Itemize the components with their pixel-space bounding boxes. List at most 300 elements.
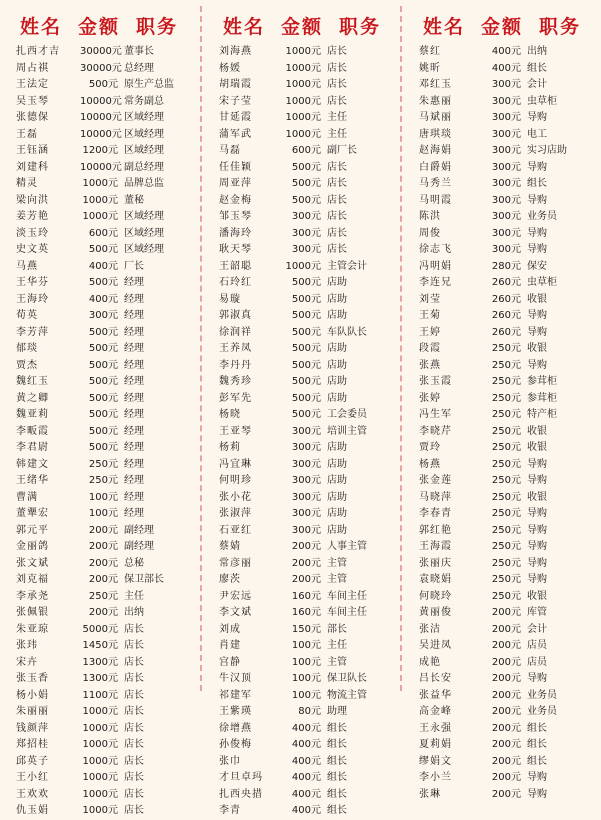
cell-name: 王永强 bbox=[419, 722, 452, 734]
cell-position: 常务副总 bbox=[124, 95, 164, 107]
cell-position: 组长 bbox=[527, 62, 547, 74]
list-row bbox=[0, 688, 198, 705]
cell-position: 收银 bbox=[527, 425, 547, 437]
cell-name: 张燕 bbox=[419, 359, 441, 371]
cell-name: 仇玉娟 bbox=[16, 805, 49, 816]
list-row bbox=[0, 539, 198, 556]
cell-amount: 300元 bbox=[491, 95, 521, 107]
cell-amount: 500元 bbox=[88, 425, 118, 437]
cell-amount: 500元 bbox=[88, 409, 118, 420]
cell-amount: 1000元 bbox=[82, 211, 118, 222]
cell-amount: 1300元 bbox=[82, 673, 118, 684]
list-row bbox=[203, 737, 398, 754]
cell-position: 业务员 bbox=[527, 706, 557, 717]
cell-name: 马磊 bbox=[219, 145, 241, 156]
cell-name: 王小红 bbox=[16, 772, 49, 783]
cell-amount: 200元 bbox=[88, 541, 118, 552]
cell-position: 经理 bbox=[124, 508, 144, 519]
cell-amount: 300元 bbox=[291, 524, 321, 536]
list-row bbox=[0, 770, 198, 787]
cell-position: 组长 bbox=[327, 788, 347, 800]
cell-position: 经理 bbox=[124, 442, 144, 453]
list-row bbox=[0, 77, 198, 94]
cell-position: 店助 bbox=[327, 392, 347, 404]
list-row bbox=[203, 259, 398, 276]
list-row bbox=[0, 556, 198, 573]
cell-name: 刘海燕 bbox=[219, 46, 252, 57]
cell-amount: 160元 bbox=[291, 607, 321, 618]
cell-position: 店员 bbox=[527, 656, 547, 668]
cell-position: 收银 bbox=[527, 293, 547, 305]
cell-position: 导购 bbox=[527, 574, 547, 585]
list-row bbox=[0, 127, 198, 144]
cell-name: 李君尉 bbox=[16, 442, 49, 453]
list-row bbox=[0, 622, 198, 639]
cell-name: 冯明娟 bbox=[419, 260, 452, 272]
cell-name: 宫静 bbox=[219, 656, 241, 668]
cell-amount: 100元 bbox=[88, 508, 118, 519]
cell-name: 廖茨 bbox=[219, 574, 241, 585]
cell-amount: 400元 bbox=[291, 739, 321, 750]
list-row bbox=[403, 457, 600, 474]
cell-name: 扎西央措 bbox=[219, 788, 263, 800]
cell-position: 导购 bbox=[527, 112, 547, 123]
cell-amount: 100元 bbox=[88, 491, 118, 503]
cell-name: 张琳 bbox=[419, 788, 441, 800]
cell-amount: 300元 bbox=[291, 211, 321, 222]
cell-name: 王养凤 bbox=[219, 343, 252, 354]
cell-name: 袁晓娟 bbox=[419, 574, 452, 585]
cell-amount: 300元 bbox=[291, 442, 321, 453]
cell-position: 店长 bbox=[124, 689, 144, 701]
cell-name: 史文英 bbox=[16, 244, 49, 255]
cell-name: 王紫瑛 bbox=[219, 706, 252, 717]
cell-name: 金丽鸽 bbox=[16, 541, 49, 552]
cell-amount: 400元 bbox=[491, 46, 521, 57]
cell-position: 总经理 bbox=[124, 62, 154, 74]
list-row bbox=[403, 655, 600, 672]
cell-name: 蔡婧 bbox=[219, 541, 241, 552]
header-name: 姓名 bbox=[423, 16, 466, 38]
cell-name: 王钰涵 bbox=[16, 145, 49, 156]
cell-name: 钱颜萍 bbox=[16, 722, 49, 734]
cell-position: 经理 bbox=[124, 458, 144, 470]
list-row bbox=[0, 572, 198, 589]
list-row bbox=[403, 77, 600, 94]
cell-name: 杨燕 bbox=[419, 458, 441, 470]
cell-name: 邱英子 bbox=[16, 755, 49, 767]
list-column bbox=[0, 0, 198, 816]
cell-position: 导购 bbox=[527, 161, 547, 173]
list-row bbox=[403, 242, 600, 259]
cell-name: 才旦卓玛 bbox=[219, 772, 263, 783]
cell-name: 刘成 bbox=[219, 623, 241, 635]
list-row bbox=[0, 704, 198, 721]
cell-name: 徐润祥 bbox=[219, 326, 252, 338]
cell-amount: 400元 bbox=[291, 805, 321, 816]
cell-position: 店长 bbox=[124, 739, 144, 750]
list-row bbox=[403, 407, 600, 424]
cell-position: 收银 bbox=[527, 442, 547, 453]
cell-amount: 260元 bbox=[491, 310, 521, 321]
cell-position: 保卫部长 bbox=[124, 574, 164, 585]
list-row bbox=[0, 655, 198, 672]
cell-amount: 200元 bbox=[491, 656, 521, 668]
cell-amount: 400元 bbox=[291, 722, 321, 734]
cell-amount: 250元 bbox=[491, 376, 521, 387]
cell-amount: 500元 bbox=[88, 442, 118, 453]
cell-name: 缪娟文 bbox=[419, 755, 452, 767]
cell-name: 常彦丽 bbox=[219, 557, 252, 569]
cell-position: 董秘 bbox=[124, 194, 144, 206]
cell-amount: 80元 bbox=[298, 706, 321, 717]
cell-name: 杨媛 bbox=[219, 62, 241, 74]
list-row bbox=[403, 209, 600, 226]
cell-amount: 200元 bbox=[491, 772, 521, 783]
cell-position: 库管 bbox=[527, 607, 547, 618]
cell-name: 成艳 bbox=[419, 656, 441, 668]
list-row bbox=[0, 110, 198, 127]
cell-name: 王海霞 bbox=[419, 541, 452, 552]
list-row bbox=[403, 605, 600, 622]
cell-amount: 400元 bbox=[88, 260, 118, 272]
list-row bbox=[203, 341, 398, 358]
cell-amount: 500元 bbox=[291, 326, 321, 338]
cell-position: 区域经理 bbox=[124, 244, 164, 255]
cell-position: 导购 bbox=[527, 326, 547, 338]
cell-amount: 500元 bbox=[88, 79, 118, 90]
list-row bbox=[403, 275, 600, 292]
cell-position: 经理 bbox=[124, 277, 144, 288]
header-position: 职务 bbox=[339, 16, 382, 38]
cell-name: 张金莲 bbox=[419, 475, 452, 486]
cell-position: 经理 bbox=[124, 409, 144, 420]
cell-name: 祁建军 bbox=[219, 689, 252, 701]
list-column bbox=[403, 0, 600, 800]
cell-position: 副厂长 bbox=[327, 145, 357, 156]
cell-name: 朱惠丽 bbox=[419, 95, 452, 107]
cell-amount: 250元 bbox=[491, 541, 521, 552]
cell-name: 甘延霞 bbox=[219, 112, 252, 123]
cell-name: 刘莹 bbox=[419, 293, 441, 305]
list-row bbox=[403, 176, 600, 193]
cell-position: 店长 bbox=[327, 95, 347, 107]
cell-position: 组长 bbox=[327, 805, 347, 816]
cell-amount: 400元 bbox=[291, 788, 321, 800]
list-row bbox=[203, 160, 398, 177]
cell-amount: 250元 bbox=[88, 590, 118, 602]
cell-name: 黄之卿 bbox=[16, 392, 49, 404]
list-row bbox=[0, 721, 198, 738]
list-row bbox=[0, 259, 198, 276]
list-row bbox=[0, 605, 198, 622]
cell-position: 特产柜 bbox=[527, 409, 557, 420]
cell-position: 店助 bbox=[327, 277, 347, 288]
rows bbox=[203, 44, 398, 820]
cell-position: 店长 bbox=[327, 46, 347, 57]
cell-name: 张玉霞 bbox=[419, 376, 452, 387]
cell-amount: 200元 bbox=[491, 607, 521, 618]
list-row bbox=[0, 490, 198, 507]
cell-amount: 1100元 bbox=[82, 689, 118, 701]
cell-position: 主管 bbox=[327, 656, 347, 668]
cell-position: 导购 bbox=[527, 772, 547, 783]
cell-amount: 300元 bbox=[491, 178, 521, 189]
cell-name: 王韶聪 bbox=[219, 260, 252, 272]
cell-amount: 250元 bbox=[88, 475, 118, 486]
cell-position: 店助 bbox=[327, 442, 347, 453]
cell-position: 主任 bbox=[327, 112, 347, 123]
cell-name: 张淑萍 bbox=[219, 508, 252, 519]
cell-name: 王绪华 bbox=[16, 475, 49, 486]
list-row bbox=[203, 292, 398, 309]
cell-amount: 100元 bbox=[291, 656, 321, 668]
cell-amount: 500元 bbox=[88, 277, 118, 288]
cell-amount: 500元 bbox=[291, 293, 321, 305]
list-row bbox=[203, 556, 398, 573]
list-row bbox=[203, 506, 398, 523]
cell-amount: 200元 bbox=[491, 689, 521, 701]
cell-name: 刘建科 bbox=[16, 161, 49, 173]
list-row bbox=[0, 391, 198, 408]
cell-amount: 250元 bbox=[491, 409, 521, 420]
list-row bbox=[0, 754, 198, 771]
cell-position: 店助 bbox=[327, 359, 347, 371]
list-row bbox=[203, 803, 398, 820]
list-row bbox=[0, 523, 198, 540]
cell-amount: 200元 bbox=[491, 640, 521, 651]
cell-name: 郁琰 bbox=[16, 343, 38, 354]
cell-name: 朱丽丽 bbox=[16, 706, 49, 717]
list-row bbox=[403, 787, 600, 804]
list-row bbox=[203, 539, 398, 556]
header-amount: 金额 bbox=[281, 16, 324, 38]
cell-amount: 1000元 bbox=[285, 46, 321, 57]
cell-amount: 500元 bbox=[88, 376, 118, 387]
cell-amount: 30000元 bbox=[80, 46, 122, 57]
cell-position: 店长 bbox=[124, 805, 144, 816]
column-header bbox=[403, 8, 600, 38]
cell-name: 宋卉 bbox=[16, 656, 38, 668]
cell-amount: 1000元 bbox=[82, 178, 118, 189]
cell-amount: 300元 bbox=[491, 161, 521, 173]
list-row bbox=[403, 358, 600, 375]
cell-position: 部长 bbox=[327, 623, 347, 635]
list-row bbox=[203, 457, 398, 474]
cell-amount: 200元 bbox=[88, 557, 118, 569]
cell-name: 牛汉顶 bbox=[219, 673, 252, 684]
cell-position: 总秘 bbox=[124, 557, 144, 569]
cell-position: 工会委员 bbox=[327, 409, 367, 420]
cell-name: 郭元平 bbox=[16, 524, 49, 536]
cell-name: 冯宜琳 bbox=[219, 458, 252, 470]
cell-name: 姚昕 bbox=[419, 62, 441, 74]
header-amount: 金额 bbox=[78, 16, 121, 38]
cell-name: 张德保 bbox=[16, 112, 49, 123]
cell-name: 李畈霞 bbox=[16, 425, 49, 437]
header-name: 姓名 bbox=[223, 16, 266, 38]
cell-position: 业务员 bbox=[527, 689, 557, 701]
cell-position: 副总经理 bbox=[124, 161, 164, 173]
cell-name: 精灵 bbox=[16, 178, 38, 189]
list-row bbox=[403, 308, 600, 325]
cell-name: 杨莉 bbox=[219, 442, 241, 453]
cell-position: 店长 bbox=[327, 161, 347, 173]
cell-position: 车间主任 bbox=[327, 607, 367, 618]
cell-name: 梁向洪 bbox=[16, 194, 49, 206]
list-row bbox=[203, 44, 398, 61]
cell-name: 马秀兰 bbox=[419, 178, 452, 189]
cell-position: 经理 bbox=[124, 326, 144, 338]
list-row bbox=[403, 721, 600, 738]
cell-amount: 100元 bbox=[291, 689, 321, 701]
cell-name: 李连兄 bbox=[419, 277, 452, 288]
cell-amount: 500元 bbox=[88, 244, 118, 255]
cell-position: 组长 bbox=[527, 739, 547, 750]
cell-amount: 300元 bbox=[491, 128, 521, 140]
list-row bbox=[403, 341, 600, 358]
list-row bbox=[203, 209, 398, 226]
cell-amount: 250元 bbox=[491, 524, 521, 536]
list-row bbox=[403, 473, 600, 490]
cell-amount: 600元 bbox=[88, 227, 118, 239]
cell-name: 张玉香 bbox=[16, 673, 49, 684]
cell-position: 业务员 bbox=[527, 211, 557, 222]
cell-amount: 1000元 bbox=[285, 95, 321, 107]
cell-name: 王欢欢 bbox=[16, 788, 49, 800]
list-row bbox=[203, 688, 398, 705]
cell-name: 扎西才吉 bbox=[16, 46, 60, 57]
cell-name: 李青 bbox=[219, 805, 241, 816]
header-name: 姓名 bbox=[20, 16, 63, 38]
cell-position: 店长 bbox=[124, 623, 144, 635]
list-row bbox=[0, 374, 198, 391]
cell-name: 尹宏远 bbox=[219, 590, 252, 602]
cell-amount: 200元 bbox=[491, 739, 521, 750]
column-header bbox=[203, 8, 398, 38]
cell-amount: 300元 bbox=[291, 227, 321, 239]
list-row bbox=[203, 655, 398, 672]
list-row bbox=[203, 424, 398, 441]
list-row bbox=[203, 407, 398, 424]
list-column bbox=[203, 0, 398, 816]
cell-amount: 1300元 bbox=[82, 656, 118, 668]
cell-amount: 300元 bbox=[491, 227, 521, 239]
cell-position: 副经理 bbox=[124, 524, 154, 536]
cell-name: 赵金梅 bbox=[219, 194, 252, 206]
cell-name: 马晓萍 bbox=[419, 491, 452, 503]
list-row bbox=[0, 292, 198, 309]
cell-position: 导购 bbox=[527, 541, 547, 552]
cell-name: 李春青 bbox=[419, 508, 452, 519]
cell-amount: 300元 bbox=[291, 491, 321, 503]
cell-name: 石玲红 bbox=[219, 277, 252, 288]
cell-name: 宋子莹 bbox=[219, 95, 252, 107]
cell-position: 导购 bbox=[527, 557, 547, 569]
cell-amount: 1000元 bbox=[82, 194, 118, 206]
cell-amount: 100元 bbox=[291, 673, 321, 684]
list-row bbox=[203, 523, 398, 540]
list-row bbox=[203, 391, 398, 408]
header-position: 职务 bbox=[539, 16, 582, 38]
cell-position: 保卫队长 bbox=[327, 673, 367, 684]
cell-amount: 5000元 bbox=[82, 623, 118, 635]
list-row bbox=[403, 803, 600, 820]
list-row bbox=[203, 325, 398, 342]
list-row bbox=[403, 523, 600, 540]
cell-position: 店长 bbox=[124, 673, 144, 684]
cell-name: 王华芬 bbox=[16, 277, 49, 288]
list-row bbox=[0, 275, 198, 292]
cell-amount: 500元 bbox=[291, 376, 321, 387]
cell-name: 李承尧 bbox=[16, 590, 49, 602]
list-row bbox=[403, 589, 600, 606]
cell-name: 李丹丹 bbox=[219, 359, 252, 371]
list-row bbox=[203, 143, 398, 160]
cell-amount: 200元 bbox=[88, 574, 118, 585]
cell-name: 王海玲 bbox=[16, 293, 49, 305]
list-row bbox=[0, 193, 198, 210]
cell-name: 姜芳艳 bbox=[16, 211, 49, 222]
cell-amount: 1000元 bbox=[82, 722, 118, 734]
cell-position: 导购 bbox=[527, 673, 547, 684]
cell-amount: 1450元 bbox=[82, 640, 118, 651]
cell-name: 黄丽俊 bbox=[419, 607, 452, 618]
list-row bbox=[403, 259, 600, 276]
list-row bbox=[0, 44, 198, 61]
cell-amount: 200元 bbox=[491, 673, 521, 684]
list-row bbox=[0, 242, 198, 259]
cell-position: 出纳 bbox=[124, 607, 144, 618]
cell-position: 导购 bbox=[527, 475, 547, 486]
cell-position: 车间主任 bbox=[327, 590, 367, 602]
cell-amount: 1000元 bbox=[82, 755, 118, 767]
cell-name: 张文斌 bbox=[16, 557, 49, 569]
cell-position: 虫草柜 bbox=[527, 277, 557, 288]
list-row bbox=[403, 325, 600, 342]
cell-amount: 300元 bbox=[491, 194, 521, 206]
cell-name: 白爵娟 bbox=[419, 161, 452, 173]
list-row bbox=[203, 638, 398, 655]
cell-amount: 1000元 bbox=[285, 112, 321, 123]
cell-name: 贾杰 bbox=[16, 359, 38, 371]
cell-amount: 1000元 bbox=[285, 128, 321, 140]
list-row bbox=[403, 143, 600, 160]
cell-position: 组长 bbox=[327, 739, 347, 750]
cell-position: 店助 bbox=[327, 524, 347, 536]
cell-name: 任佳颖 bbox=[219, 161, 252, 173]
list-row bbox=[403, 622, 600, 639]
cell-amount: 200元 bbox=[491, 788, 521, 800]
cell-name: 吴进凤 bbox=[419, 640, 452, 651]
column-divider bbox=[200, 6, 202, 691]
list-row bbox=[203, 589, 398, 606]
list-row bbox=[403, 506, 600, 523]
list-row bbox=[203, 754, 398, 771]
cell-name: 荀英 bbox=[16, 310, 38, 321]
cell-amount: 300元 bbox=[291, 425, 321, 437]
cell-name: 韩建文 bbox=[16, 458, 49, 470]
cell-name: 张益华 bbox=[419, 689, 452, 701]
list-row bbox=[203, 770, 398, 787]
cell-position: 区域经理 bbox=[124, 211, 164, 222]
list-row bbox=[0, 407, 198, 424]
cell-amount: 300元 bbox=[491, 211, 521, 222]
cell-position: 店长 bbox=[124, 722, 144, 734]
cell-name: 蔡红 bbox=[419, 46, 441, 57]
cell-name: 李小兰 bbox=[419, 772, 452, 783]
cell-amount: 300元 bbox=[88, 310, 118, 321]
